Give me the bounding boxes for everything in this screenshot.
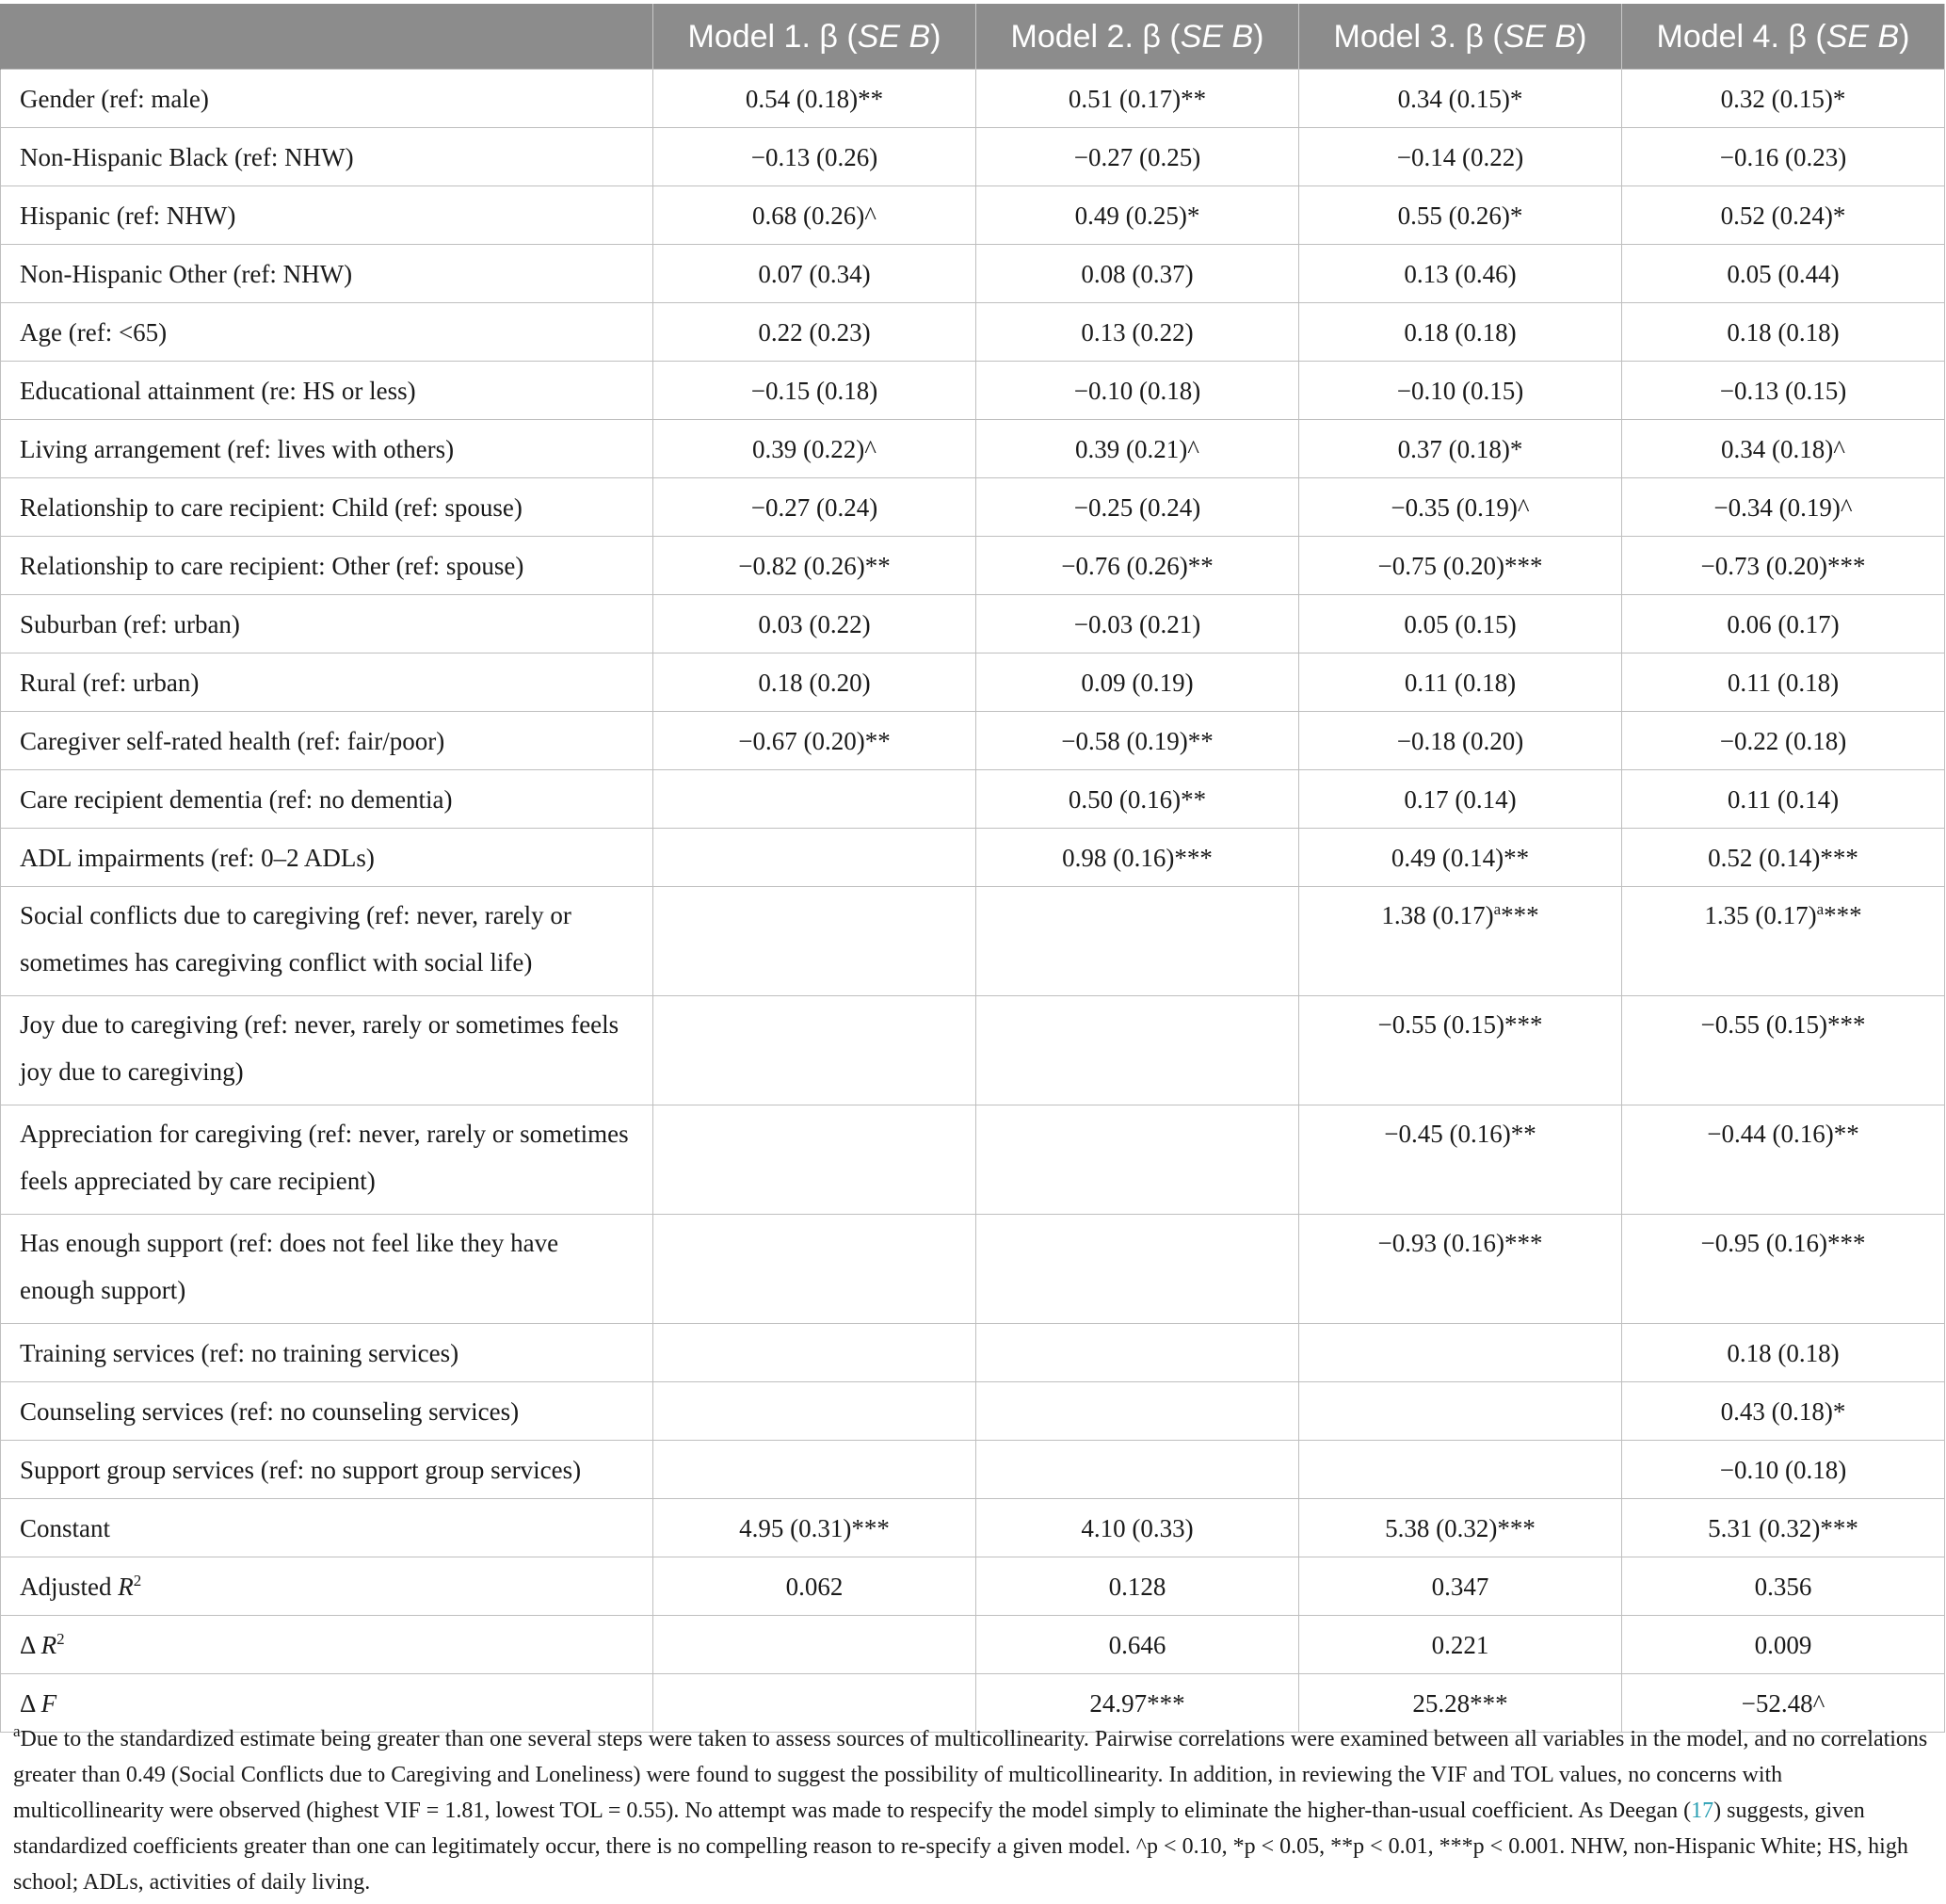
- model-2-value: [976, 1441, 1299, 1499]
- table-row: [1, 1215, 1945, 1324]
- model-2-value: −0.03 (0.21): [976, 595, 1299, 653]
- model-1-value: [653, 829, 976, 887]
- model-2-value: 0.13 (0.22): [976, 303, 1299, 362]
- model-4-value: 0.356: [1622, 1557, 1945, 1616]
- model-1-value: −0.67 (0.20)**: [653, 712, 976, 770]
- model-2-value: 0.51 (0.17)**: [976, 70, 1299, 128]
- model-4-value: −0.73 (0.20)***: [1622, 537, 1945, 595]
- model-4-value: −0.10 (0.18): [1622, 1441, 1945, 1499]
- model-1-value: 0.03 (0.22): [653, 595, 976, 653]
- row-label: Gender (ref: male): [1, 70, 653, 128]
- model-3-value: −0.10 (0.15): [1299, 362, 1622, 420]
- table-row: [1, 1324, 1945, 1382]
- model-1-value: [653, 887, 976, 996]
- table-row: [1, 128, 1945, 186]
- row-label: Training services (ref: no training services): [1, 1324, 653, 1382]
- model-2-value: 0.646: [976, 1616, 1299, 1674]
- header-model-3: Model 3. β (SE B): [1299, 5, 1622, 70]
- table-row: [1, 595, 1945, 653]
- header-model-1: Model 1. β (SE B): [653, 5, 976, 70]
- table-row: [1, 887, 1945, 996]
- model-3-value: 5.38 (0.32)***: [1299, 1499, 1622, 1557]
- model-3-value: −0.75 (0.20)***: [1299, 537, 1622, 595]
- row-label: Hispanic (ref: NHW): [1, 186, 653, 245]
- row-label: Age (ref: <65): [1, 303, 653, 362]
- model-3-value: [1299, 1324, 1622, 1382]
- model-2-value: −0.58 (0.19)**: [976, 712, 1299, 770]
- table-row: [1, 362, 1945, 420]
- row-label: Living arrangement (ref: lives with others): [1, 420, 653, 478]
- header-model-2: Model 2. β (SE B): [976, 5, 1299, 70]
- model-2-value: 0.50 (0.16)**: [976, 770, 1299, 829]
- model-2-value: [976, 1382, 1299, 1441]
- model-1-value: [653, 1105, 976, 1215]
- model-4-value: 0.05 (0.44): [1622, 245, 1945, 303]
- model-3-value: −0.55 (0.15)***: [1299, 996, 1622, 1105]
- table-row: [1, 712, 1945, 770]
- row-label: Joy due to caregiving (ref: never, rarely or sometimes feels joy due to caregiving): [1, 996, 653, 1105]
- table-row: [1, 1616, 1945, 1674]
- table-row: [1, 303, 1945, 362]
- model-1-value: [653, 1324, 976, 1382]
- model-2-value: [976, 1105, 1299, 1215]
- model-4-value: 1.35 $(0.17)^a***$: [1622, 887, 1945, 996]
- table-row: [1, 1382, 1945, 1441]
- model-2-value: [976, 1215, 1299, 1324]
- model-4-value: −0.22 (0.18): [1622, 712, 1945, 770]
- row-label: Δ $R^2$: [1, 1616, 653, 1674]
- table-row: [1, 1441, 1945, 1499]
- model-3-value: −0.35 (0.19)^: [1299, 478, 1622, 537]
- model-3-value: 25.28***: [1299, 1674, 1622, 1733]
- model-1-value: 4.95 (0.31)***: [653, 1499, 976, 1557]
- table-row: [1, 770, 1945, 829]
- model-1-value: 0.18 (0.20): [653, 653, 976, 712]
- model-3-value: 0.55 (0.26)*: [1299, 186, 1622, 245]
- table-row: [1, 420, 1945, 478]
- table-row: [1, 829, 1945, 887]
- model-1-value: [653, 996, 976, 1105]
- model-2-value: [976, 887, 1299, 996]
- model-2-value: 0.08 (0.37): [976, 245, 1299, 303]
- table-footnote: [13, 1721, 1934, 1900]
- regression-table: [0, 4, 1945, 1733]
- model-2-value: 0.98 (0.16)***: [976, 829, 1299, 887]
- table-row: [1, 537, 1945, 595]
- model-3-value: −0.93 (0.16)***: [1299, 1215, 1622, 1324]
- row-label: Rural (ref: urban): [1, 653, 653, 712]
- table-row: [1, 186, 1945, 245]
- row-label: Educational attainment (re: HS or less): [1, 362, 653, 420]
- table-row: [1, 1499, 1945, 1557]
- model-1-value: −0.15 (0.18): [653, 362, 976, 420]
- model-1-value: [653, 1616, 976, 1674]
- model-4-value: −0.34 (0.19)^: [1622, 478, 1945, 537]
- model-4-value: −0.44 (0.16)**: [1622, 1105, 1945, 1215]
- model-1-value: 0.07 (0.34): [653, 245, 976, 303]
- footnote-text: Due to the standardized estimate being greater than one several steps were taken to assess sources of multicollinearity. Pairwise correlations were examined between all variables in the model, and no correlations greater than 0.49 (Social Conflicts due to Caregiving and Loneliness) were found to suggest the possibility of multicollinearity. In addition, in reviewing the VIF and TOL values, no concerns with multicollinearity were observed (highest VIF = 1.81, lowest TOL = 0.55). No attempt was made to respecify the model simply to eliminate the higher-than-usual coefficient. As Deegan (: [13, 1727, 1928, 1823]
- model-3-value: 0.11 (0.18): [1299, 653, 1622, 712]
- header-model-4: Model 4. β (SE B): [1622, 5, 1945, 70]
- footnote-marker: a: [13, 1722, 21, 1740]
- model-2-value: [976, 1324, 1299, 1382]
- model-1-value: 0.54 (0.18)**: [653, 70, 976, 128]
- model-4-value: −0.13 (0.15): [1622, 362, 1945, 420]
- model-1-value: [653, 1382, 976, 1441]
- model-4-value: −0.16 (0.23): [1622, 128, 1945, 186]
- model-4-value: 0.18 (0.18): [1622, 1324, 1945, 1382]
- model-4-value: −0.55 (0.15)***: [1622, 996, 1945, 1105]
- footnote-text-end: ) suggests, given standardized coefficients greater than one can legitimately occur, there is no compelling reason to re-specify a given model. ^p < 0.10, *p < 0.05, **p < 0.01, ***p < 0.001. NHW, non-Hispanic White; HS, high school; ADLs, activities of daily living.: [13, 1799, 1908, 1895]
- header-row: [1, 5, 1945, 70]
- row-label: Constant: [1, 1499, 653, 1557]
- model-2-value: −0.27 (0.25): [976, 128, 1299, 186]
- model-1-value: 0.68 (0.26)^: [653, 186, 976, 245]
- row-label: Adjusted $R^2$: [1, 1557, 653, 1616]
- model-4-value: 0.009: [1622, 1616, 1945, 1674]
- model-4-value: 0.18 (0.18): [1622, 303, 1945, 362]
- footnote-marker: a: [1493, 900, 1502, 918]
- model-4-value: 0.11 (0.18): [1622, 653, 1945, 712]
- model-2-value: −0.76 (0.26)**: [976, 537, 1299, 595]
- model-2-value: 24.97***: [976, 1674, 1299, 1733]
- model-3-value: [1299, 1441, 1622, 1499]
- model-4-value: 0.11 (0.14): [1622, 770, 1945, 829]
- row-label: Non-Hispanic Black (ref: NHW): [1, 128, 653, 186]
- table-row: [1, 478, 1945, 537]
- model-4-value: 5.31 (0.32)***: [1622, 1499, 1945, 1557]
- model-3-value: 0.17 (0.14): [1299, 770, 1622, 829]
- model-3-value: 0.13 (0.46): [1299, 245, 1622, 303]
- model-1-value: 0.39 (0.22)^: [653, 420, 976, 478]
- model-4-value: 0.52 (0.24)*: [1622, 186, 1945, 245]
- model-3-value: 0.37 (0.18)*: [1299, 420, 1622, 478]
- model-4-value: −0.95 (0.16)***: [1622, 1215, 1945, 1324]
- row-label: Care recipient dementia (ref: no dementia): [1, 770, 653, 829]
- model-3-value: 0.34 (0.15)*: [1299, 70, 1622, 128]
- model-3-value: −0.14 (0.22): [1299, 128, 1622, 186]
- model-1-value: 0.22 (0.23): [653, 303, 976, 362]
- row-label: Suburban (ref: urban): [1, 595, 653, 653]
- model-2-value: 0.49 (0.25)*: [976, 186, 1299, 245]
- row-label: ADL impairments (ref: 0–2 ADLs): [1, 829, 653, 887]
- model-4-value: 0.43 (0.18)*: [1622, 1382, 1945, 1441]
- model-1-value: −0.13 (0.26): [653, 128, 976, 186]
- model-2-value: −0.25 (0.24): [976, 478, 1299, 537]
- model-3-value: 0.347: [1299, 1557, 1622, 1616]
- table-row: [1, 996, 1945, 1105]
- row-label: Social conflicts due to caregiving (ref: never, rarely or sometimes has caregiving conflict with social life): [1, 887, 653, 996]
- model-1-value: [653, 770, 976, 829]
- reference-link[interactable]: 17: [1691, 1799, 1714, 1823]
- model-1-value: −0.82 (0.26)**: [653, 537, 976, 595]
- table-row: [1, 245, 1945, 303]
- model-4-value: 0.32 (0.15)*: [1622, 70, 1945, 128]
- model-3-value: 1.38 $(0.17)^a***$: [1299, 887, 1622, 996]
- row-label: Δ F: [1, 1674, 653, 1733]
- row-label: Non-Hispanic Other (ref: NHW): [1, 245, 653, 303]
- row-label: Has enough support (ref: does not feel like they have enough support): [1, 1215, 653, 1324]
- model-3-value: 0.18 (0.18): [1299, 303, 1622, 362]
- model-1-value: 0.062: [653, 1557, 976, 1616]
- model-2-value: 4.10 (0.33): [976, 1499, 1299, 1557]
- model-1-value: [653, 1215, 976, 1324]
- model-2-value: 0.128: [976, 1557, 1299, 1616]
- row-label: Relationship to care recipient: Other (ref: spouse): [1, 537, 653, 595]
- table-body: [1, 70, 1945, 1733]
- table-row: [1, 653, 1945, 712]
- model-3-value: 0.221: [1299, 1616, 1622, 1674]
- row-label: Support group services (ref: no support group services): [1, 1441, 653, 1499]
- model-3-value: −0.45 (0.16)**: [1299, 1105, 1622, 1215]
- model-4-value: 0.34 (0.18)^: [1622, 420, 1945, 478]
- row-label: Appreciation for caregiving (ref: never, rarely or sometimes feels appreciated by care recipient): [1, 1105, 653, 1215]
- model-2-value: [976, 996, 1299, 1105]
- footnote-marker: a: [1816, 900, 1825, 918]
- model-2-value: −0.10 (0.18): [976, 362, 1299, 420]
- model-4-value: 0.06 (0.17): [1622, 595, 1945, 653]
- model-2-value: 0.09 (0.19): [976, 653, 1299, 712]
- model-3-value: [1299, 1382, 1622, 1441]
- table-row: [1, 1557, 1945, 1616]
- model-1-value: [653, 1441, 976, 1499]
- model-4-value: −52.48^: [1622, 1674, 1945, 1733]
- model-2-value: 0.39 (0.21)^: [976, 420, 1299, 478]
- model-4-value: 0.52 (0.14)***: [1622, 829, 1945, 887]
- row-label: Counseling services (ref: no counseling services): [1, 1382, 653, 1441]
- model-3-value: −0.18 (0.20): [1299, 712, 1622, 770]
- table-row: [1, 70, 1945, 128]
- row-label: Relationship to care recipient: Child (ref: spouse): [1, 478, 653, 537]
- model-1-value: −0.27 (0.24): [653, 478, 976, 537]
- row-label: Caregiver self-rated health (ref: fair/poor): [1, 712, 653, 770]
- table-row: [1, 1105, 1945, 1215]
- header-variable: [1, 5, 653, 70]
- model-3-value: 0.49 (0.14)**: [1299, 829, 1622, 887]
- model-3-value: 0.05 (0.15): [1299, 595, 1622, 653]
